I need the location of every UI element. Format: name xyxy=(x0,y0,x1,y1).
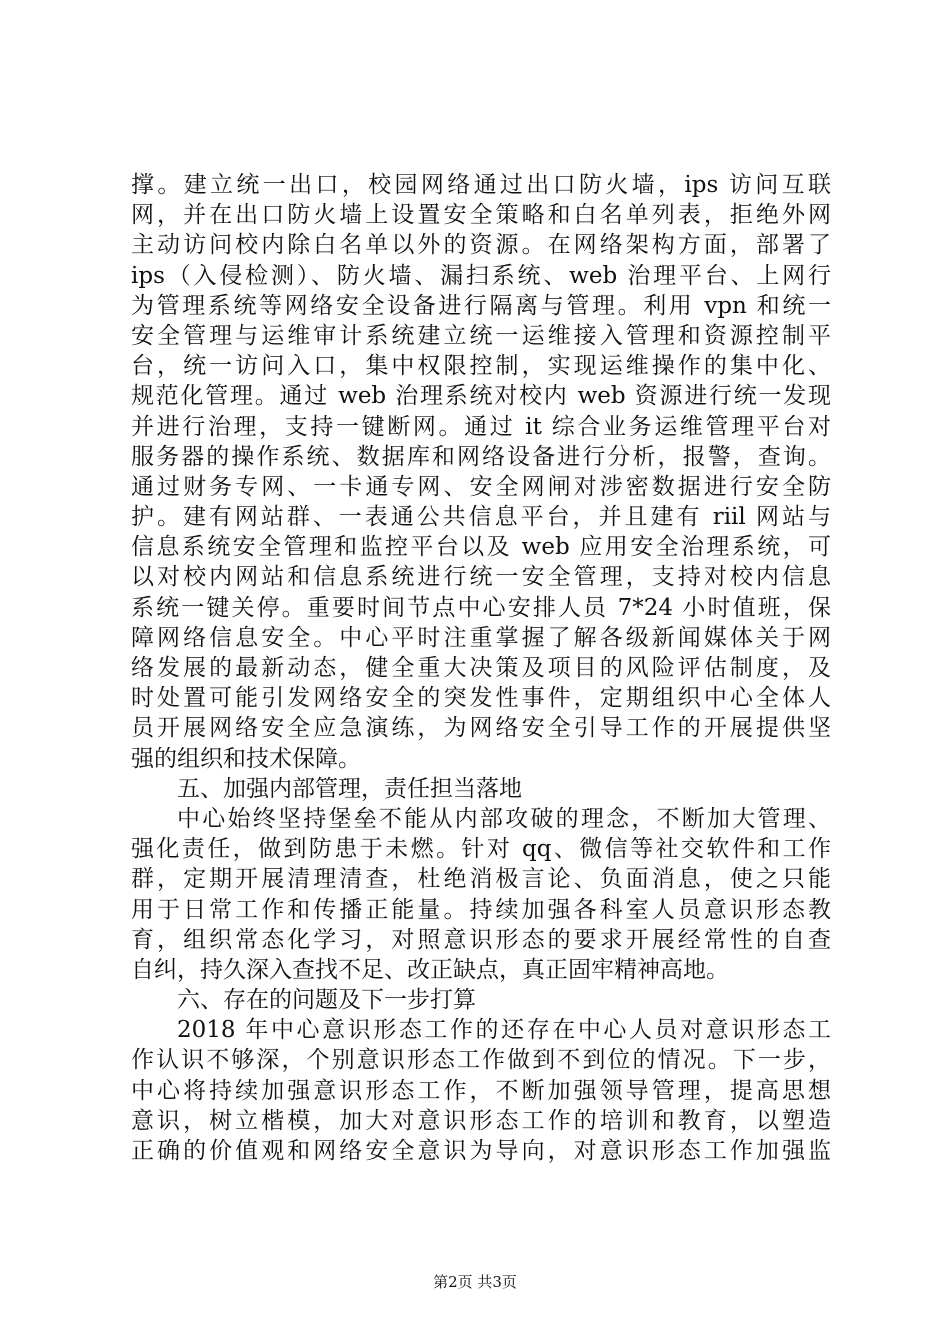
text-line: 中心将持续加强意识形态工作，不断加强领导管理，提高思想 xyxy=(131,1077,831,1104)
text-line: 2018 年中心意识形态工作的还存在中心人员对意识形态工 xyxy=(177,1017,831,1044)
text-line: 为管理系统等网络安全设备进行隔离与管理。利用 vpn 和统一 xyxy=(131,292,831,319)
text-line: 主动访问校内除白名单以外的资源。在网络架构方面，部署了 xyxy=(131,232,831,259)
text-line: 时处置可能引发网络安全的突发性事件，定期组织中心全体人 xyxy=(131,685,831,712)
text-line: 强化责任，做到防患于未燃。针对 qq、微信等社交软件和工作 xyxy=(131,836,831,863)
section-heading-6: 六、存在的问题及下一步打算 xyxy=(177,987,476,1014)
text-line: 安全管理与运维审计系统建立统一运维接入管理和资源控制平 xyxy=(131,322,831,349)
text-line: 护。建有网站群、一表通公共信息平台，并且建有 riil 网站与 xyxy=(131,504,831,531)
text-line: 以对校内网站和信息系统进行统一安全管理，支持对校内信息 xyxy=(131,564,831,591)
text-line: 服务器的操作系统、数据库和网络设备进行分析，报警，查询。 xyxy=(131,443,831,470)
document-body xyxy=(131,170,831,1166)
text-line: 障网络信息安全。中心平时注重掌握了解各级新闻媒体关于网 xyxy=(131,624,831,651)
text-line: 通过财务专网、一卡通专网、安全网闸对涉密数据进行安全防 xyxy=(131,473,831,500)
text-line: 规范化管理。通过 web 治理系统对校内 web 资源进行统一发现 xyxy=(131,383,831,410)
text-line: 强的组织和技术保障。 xyxy=(131,745,361,772)
text-line: 台，统一访问入口，集中权限控制，实现运维操作的集中化、 xyxy=(131,353,831,380)
text-line: 意识，树立楷模，加大对意识形态工作的培训和教育，以塑造 xyxy=(131,1107,831,1134)
text-line: ips（入侵检测）、防火墙、漏扫系统、web 治理平台、上网行 xyxy=(131,262,831,289)
text-line: 员开展网络安全应急演练，为网络安全引导工作的开展提供坚 xyxy=(131,715,831,742)
text-line: 用于日常工作和传播正能量。持续加强各科室人员意识形态教 xyxy=(131,896,831,923)
text-line: 中心始终坚持堡垒不能从内部攻破的理念，不断加大管理、 xyxy=(177,805,831,832)
page-number-footer: 第2页 共3页 xyxy=(433,1273,517,1291)
text-line: 网，并在出口防火墙上设置安全策略和白名单列表，拒绝外网 xyxy=(131,202,831,229)
text-line: 络发展的最新动态，健全重大决策及项目的风险评估制度，及 xyxy=(131,655,831,681)
text-line: 自纠，持久深入查找不足、改正缺点，真正固牢精神高地。 xyxy=(131,956,729,983)
text-line: 作认识不够深，个别意识形态工作做到不到位的情况。下一步， xyxy=(131,1047,831,1074)
text-line: 育，组织常态化学习，对照意识形态的要求开展经常性的自查 xyxy=(131,926,831,953)
text-line: 信息系统安全管理和监控平台以及 web 应用安全治理系统，可 xyxy=(131,534,831,561)
paragraph-network-security xyxy=(131,170,831,774)
text-line: 并进行治理，支持一键断网。通过 it 综合业务运维管理平台对 xyxy=(131,413,831,440)
text-line: 撑。建立统一出口，校园网络通过出口防火墙，ips 访问互联 xyxy=(131,172,831,198)
paragraph-problems-next-steps xyxy=(131,1015,831,1166)
text-line: 正确的价值观和网络安全意识为导向，对意识形态工作加强监 xyxy=(131,1138,831,1164)
text-line: 系统一键关停。重要时间节点中心安排人员 7*24 小时值班，保 xyxy=(131,594,831,621)
section-heading-5: 五、加强内部管理，责任担当落地 xyxy=(177,775,522,802)
text-line: 群，定期开展清理清查，杜绝消极言论、负面消息，使之只能 xyxy=(131,866,831,893)
paragraph-internal-management xyxy=(131,804,831,985)
